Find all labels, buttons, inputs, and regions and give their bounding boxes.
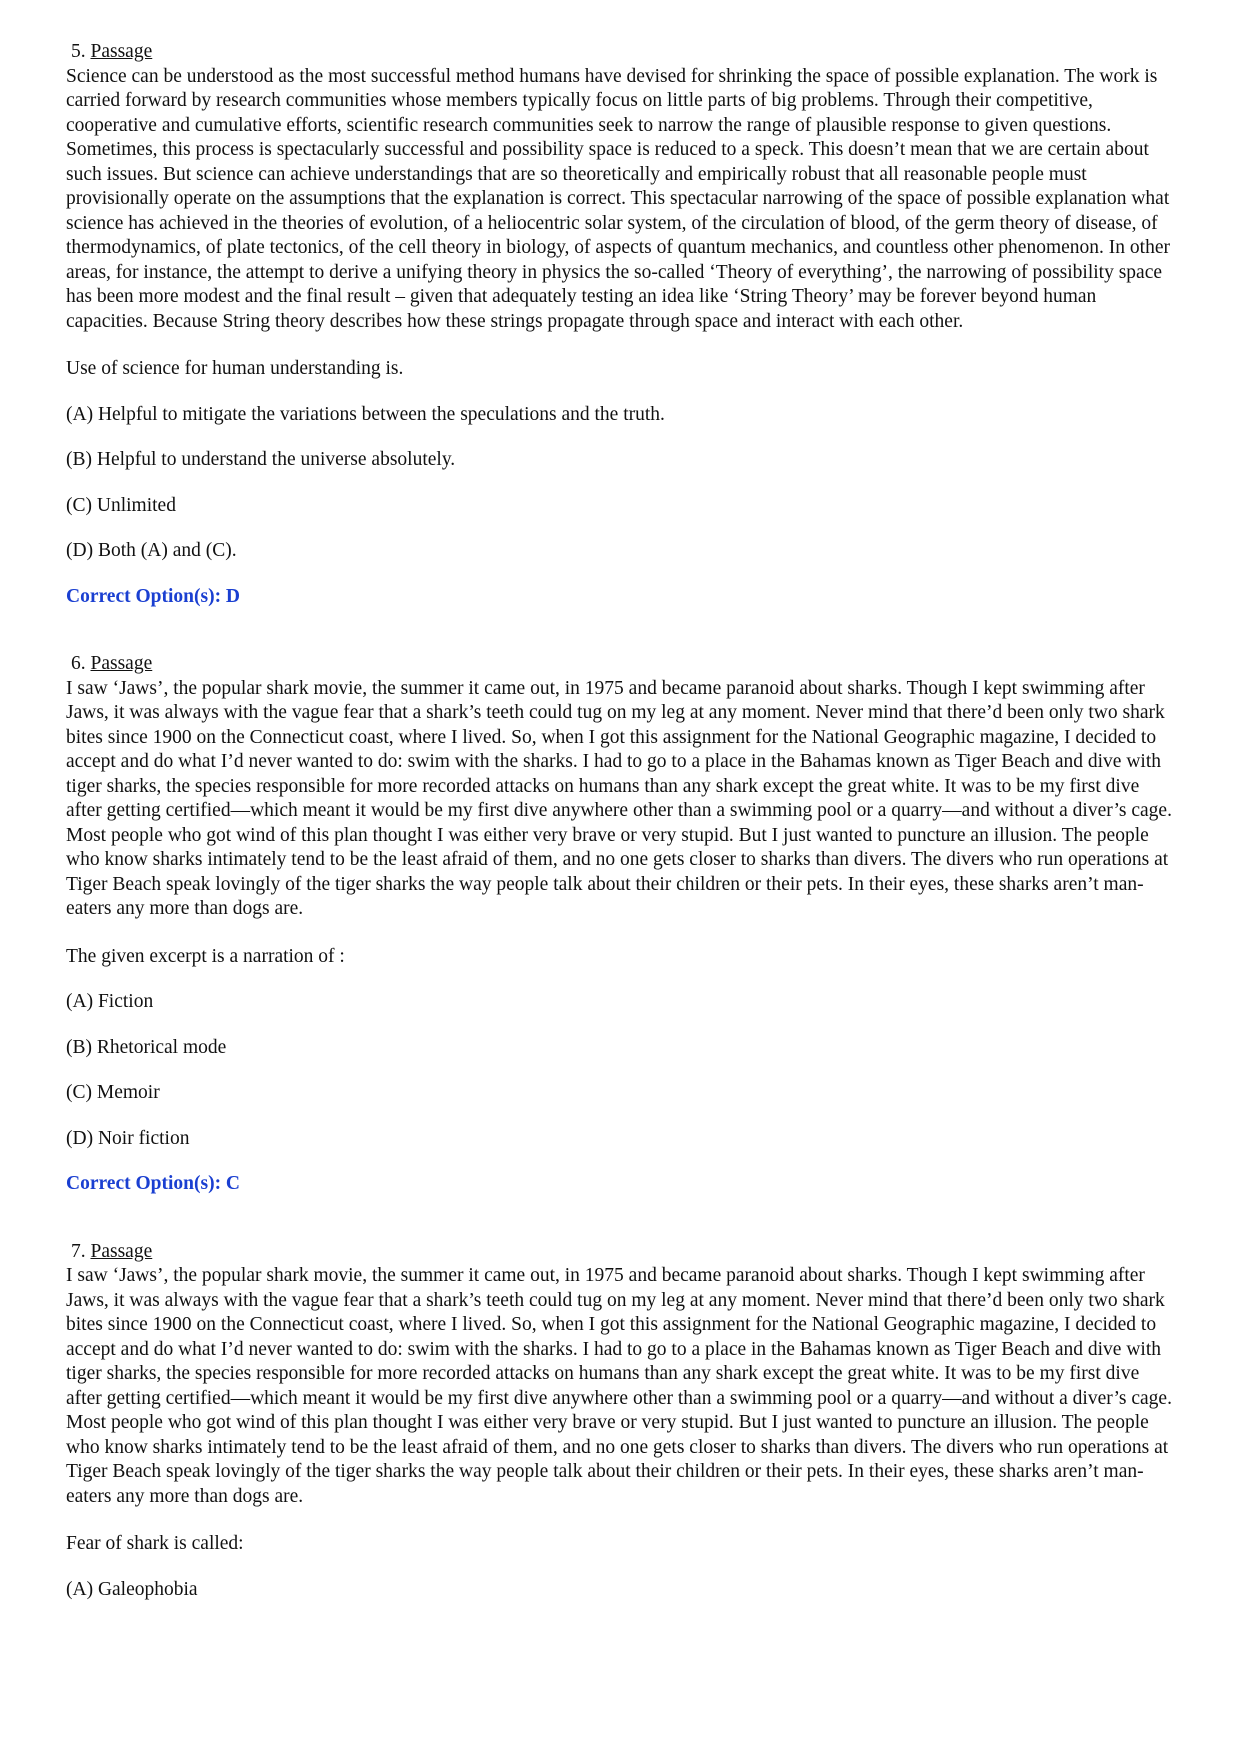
option-a: (A) Galeophobia [66, 1578, 198, 1600]
option-c: (C) Memoir [66, 1082, 160, 1103]
option-d: (D) Noir fiction [66, 1127, 190, 1149]
passage-label: Passage [90, 41, 153, 62]
passage-label: Passage [90, 1240, 153, 1262]
question-header [66, 1240, 1176, 1265]
question-6 [66, 652, 1176, 1197]
passage-text: Science can be understood as the most successful method humans have devised for shrinking the space of possible explanation. The work is carried forward by research communities whose members typically focus on little parts of big problems. Through their competitive, cooperative and cumulative efforts, scientific research communities seek to narrow the range of plausible response to given questions. Sometimes, this process is spectacularly successful and possibility space is reduced to a speck. This doesn’t mean that we are certain about such issues. But science can achieve understandings that are so theoretically and empirically robust that all reasonable people must provisionally operate on the assumptions that the explanation is correct. This spectacular narrowing of the space of possible explanation what science has achieved in the theories of evolution, of a heliocentric solar system, of the circulation of blood, of the germ theory of disease, of thermodynamics, of plate tectonics, of the cell theory in biology, of aspects of quantum mechanics, and countless other phenomenon. In other areas, for instance, the attempt to derive a unifying theory in physics the so-called ‘Theory of everything’, the narrowing of possibility space has been more modest and the final result – given that adequately testing an idea like ‘String Theory’ may be forever beyond human capacities. Because String theory describes how these strings propagate through space and interact with each other. [66, 65, 1170, 332]
question-prompt: Use of science for human understanding is. [66, 358, 404, 379]
option-b: (B) Helpful to understand the universe absolutely. [66, 449, 456, 470]
spacer [66, 609, 1176, 652]
question-prompt: Fear of shark is called: [66, 1533, 244, 1554]
question-number: 5. [71, 41, 86, 62]
passage-text: I saw ‘Jaws’, the popular shark movie, the summer it came out, in 1975 and became paranoid about sharks. Though I kept swimming after Jaws, it was always with the vague fear that a shark’s teeth could tug on my leg at any moment. Never mind that there’d been only two shark bites since 1900 on the Connecticut coast, where I lived. So, when I got this assignment for the National Geographic magazine, I decided to accept and do what I’d never wanted to do: swim with the sharks. I had to go to a place in the Bahamas known as Tiger Beach and dive with tiger sharks, the species responsible for more recorded attacks on humans than any shark except the great white. It was to be my first dive after getting certified—which meant it would be my first dive anywhere other than a swimming pool or a quarry—and without a diver’s cage. Most people who got wind of this plan thought I was either very brave or very stupid. But I just wanted to puncture an illusion. The people who know sharks intimately tend to be the least afraid of them, and no one gets closer to sharks than divers. The divers who run operations at Tiger Beach speak lovingly of the tiger sharks the way people talk about their children or their pets. In their eyes, these sharks aren’t man-eaters any more than dogs are. [66, 1265, 1172, 1507]
question-header [66, 40, 1176, 65]
option-a: (A) Helpful to mitigate the variations between the speculations and the truth. [66, 403, 665, 425]
question-number: 7. [71, 1240, 86, 1262]
passage-label: Passage [90, 653, 153, 674]
passage-text: I saw ‘Jaws’, the popular shark movie, the summer it came out, in 1975 and became paranoid about sharks. Though I kept swimming after Jaws, it was always with the vague fear that a shark’s teeth could tug on my leg at any moment. Never mind that there’d been only two shark bites since 1900 on the Connecticut coast, where I lived. So, when I got this assignment for the National Geographic magazine, I decided to accept and do what I’d never wanted to do: swim with the sharks. I had to go to a place in the Bahamas known as Tiger Beach and dive with tiger sharks, the species responsible for more recorded attacks on humans than any shark except the great white. It was to be my first dive after getting certified—which meant it would be my first dive anywhere other than a swimming pool or a quarry—and without a diver’s cage. Most people who got wind of this plan thought I was either very brave or very stupid. But I just wanted to puncture an illusion. The people who know sharks intimately tend to be the least afraid of them, and no one gets closer to sharks than divers. The divers who run operations at Tiger Beach speak lovingly of the tiger sharks the way people talk about their children or their pets. In their eyes, these sharks aren’t man-eaters any more than dogs are. [66, 677, 1172, 919]
question-prompt: The given excerpt is a narration of : [66, 945, 345, 967]
option-d: (D) Both (A) and (C). [66, 540, 237, 561]
question-5 [66, 40, 1176, 609]
option-b: (B) Rhetorical mode [66, 1036, 227, 1058]
spacer [66, 1197, 1176, 1240]
option-a: (A) Fiction [66, 991, 154, 1012]
question-7 [66, 1240, 1176, 1603]
question-header [66, 652, 1176, 677]
option-c: (C) Unlimited [66, 494, 176, 516]
correct-answer: Correct Option(s): D [66, 585, 241, 607]
question-number: 6. [71, 653, 86, 674]
document-page [66, 40, 1176, 1602]
correct-answer: Correct Option(s): C [66, 1173, 241, 1194]
